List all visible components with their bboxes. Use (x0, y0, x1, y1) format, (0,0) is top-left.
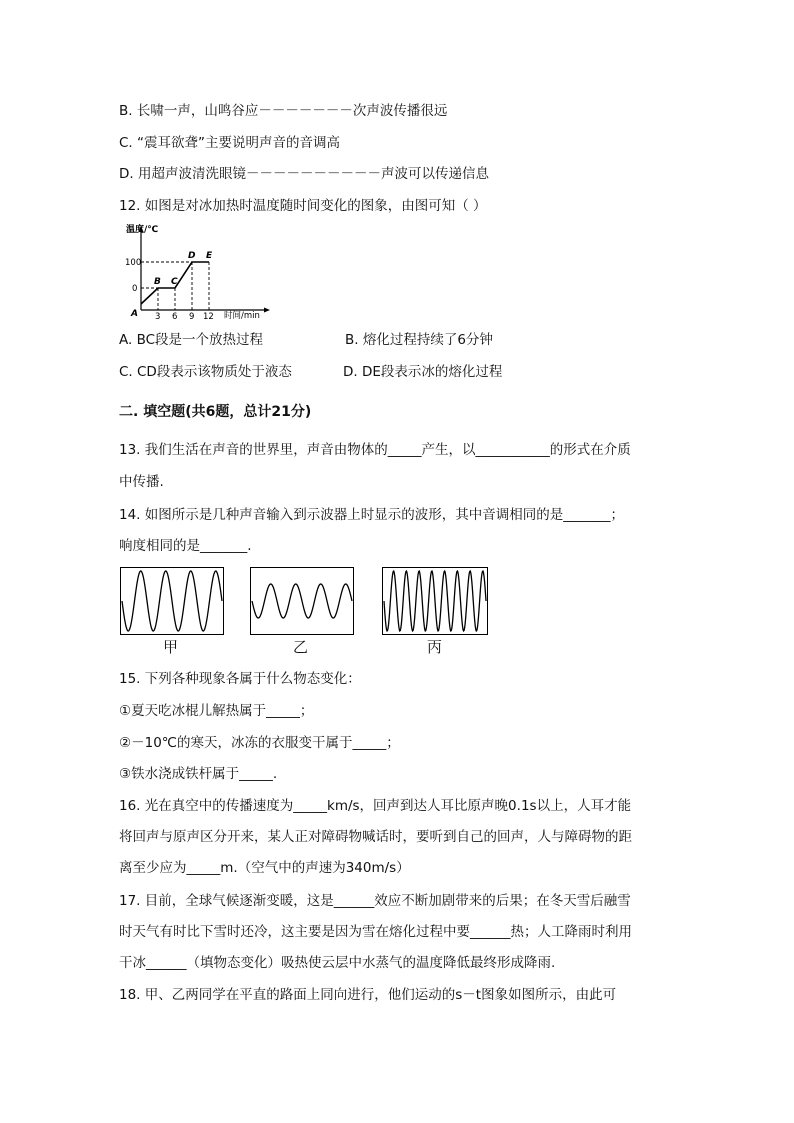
question-17-line2: 时天气有时比下雪时还冷，这主要是因为雪在熔化过程中要______热；人工降雨时利用 (119, 924, 632, 940)
question-14-line2: 响度相同的是_______. (119, 538, 252, 554)
question-12: 12. 如图是对冰加热时温度随时间变化的图象，由图可知（ ） (119, 198, 487, 214)
question-14-line1: 14. 如图所示是几种声音输入到示波器上时显示的波形，其中音调相同的是_______； (119, 507, 625, 523)
question-13-line2: 中传播. (119, 474, 164, 490)
graph-xtick-3: 3 (155, 312, 161, 320)
graph-xtick-6: 6 (172, 312, 178, 320)
q12-option-d: D. DE段表示冰的熔化过程 (343, 364, 503, 380)
question-15: 15. 下列各种现象各属于什么物态变化： (119, 671, 361, 687)
waveform-yi (250, 567, 354, 635)
question-15-item3: ③铁水浇成铁杆属于_____. (119, 766, 278, 782)
option-c-text: C. “震耳欲聋”主要说明声音的音调高 (119, 135, 340, 151)
question-13-line1: 13. 我们生活在声音的世界里，声音由物体的_____产生，以___________的形式在介质 (119, 442, 631, 458)
q12-option-b: B. 熔化过程持续了6分钟 (345, 332, 493, 348)
graph-point-a: A (131, 309, 138, 319)
option-b-text: B. 长啸一声，山鸣谷应－－－－－－－次声波传播很远 (119, 103, 448, 119)
graph-ytick-0: 0 (132, 284, 138, 294)
waveform-label-bing: 丙 (427, 638, 443, 656)
graph-point-d: D (188, 251, 196, 261)
waveform-label-jia: 甲 (163, 638, 179, 656)
graph-xlabel: 时间/min (224, 311, 260, 320)
graph-point-e: E (206, 251, 213, 261)
waveform-jia (120, 567, 224, 635)
q12-option-c: C. CD段表示该物质处于液态 (119, 364, 292, 380)
question-18-line1: 18. 甲、乙两同学在平直的路面上同向进行，他们运动的s－t图象如图所示，由此可 (119, 987, 617, 1003)
graph-ytick-100: 100 (125, 258, 142, 268)
section-title: 二. 填空题(共6题，总计21分) (119, 404, 312, 420)
q12-option-a: A. BC段是一个放热过程 (119, 332, 264, 348)
question-16-line3: 离至少应为_____m.（空气中的声速为340m/s） (119, 860, 410, 876)
graph-xtick-9: 9 (189, 312, 195, 320)
graph-ylabel: 温度/℃ (126, 225, 159, 235)
question-16-line1: 16. 光在真空中的传播速度为_____km/s，回声到达人耳比原声晚0.1s以上，人耳才能 (119, 798, 632, 814)
question-17-line1: 17. 目前，全球气候逐渐变暖，这是______效应不断加剧带来的后果；在冬天雪后融雪 (119, 893, 631, 909)
question-17-line3: 干冰______（填物态变化）吸热使云层中水蒸气的温度降低最终形成降雨. (119, 955, 556, 971)
question-15-item1: ①夏天吃冰棍儿解热属于_____； (119, 703, 314, 719)
waveform-label-yi: 乙 (293, 638, 309, 656)
question-16-line2: 将回声与原声区分开来，某人正对障碍物喊话时，要听到自己的回声，人与障碍物的距 (119, 829, 632, 845)
graph-point-c: C (171, 277, 178, 287)
question-15-item2: ②－10℃的寒天，冰冻的衣服变干属于_____； (119, 735, 400, 751)
temperature-time-graph (124, 222, 274, 320)
graph-xtick-12: 12 (203, 312, 214, 320)
graph-point-b: B (154, 277, 161, 287)
waveform-bing (382, 567, 488, 635)
option-d-text: D. 用超声波清洗眼镜－－－－－－－－－－声波可以传递信息 (119, 166, 489, 182)
